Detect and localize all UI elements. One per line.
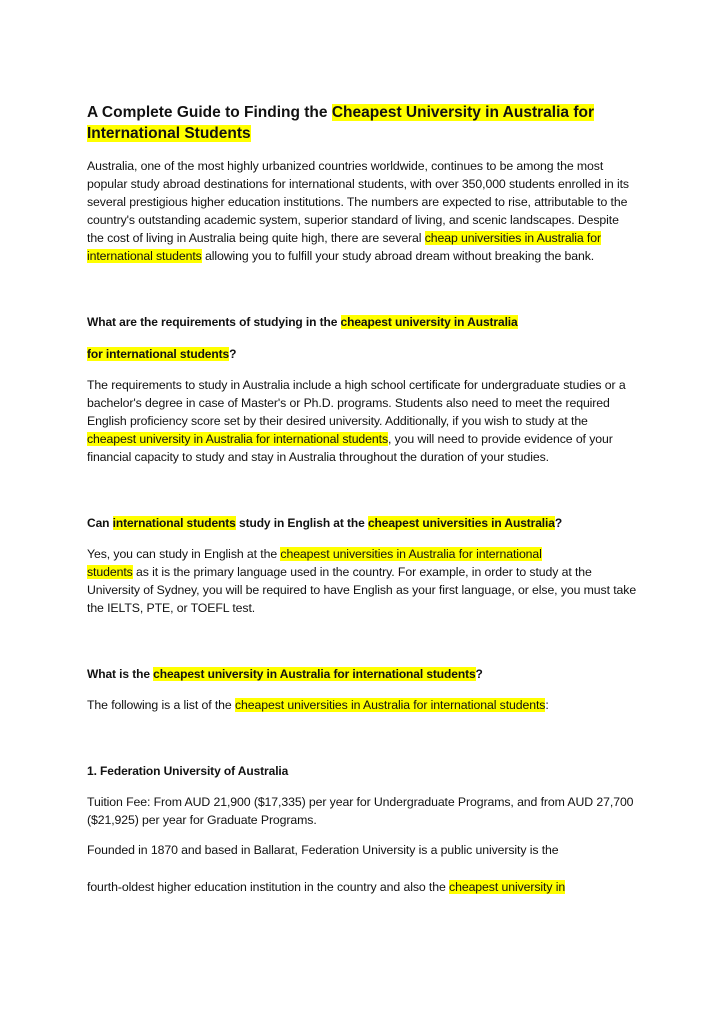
keyword-highlight: for international students: [87, 347, 230, 361]
answer-paragraph: [87, 545, 637, 617]
keyword-highlight: cheapest universities in Australia for international students: [234, 698, 546, 712]
title-highlight: Cheapest University in Australia for: [331, 104, 594, 121]
intro-text: allowing you to fulfill your study abroad dream without breaking the bank.: [201, 249, 595, 263]
question-heading-cont: [87, 345, 637, 363]
document-page: [87, 102, 637, 896]
list-item-heading: 1. Federation University of Australia: [87, 764, 289, 778]
question-heading: [87, 313, 637, 331]
title-highlight: International Students: [87, 125, 251, 142]
answer-text: :: [545, 698, 549, 712]
intro-text: Australia, one of the most highly urbanized countries worldwide, continues to be among the most popular study abroad destinations for international students, with over 350,000 students enrolled in its several prestigious higher education institutions. The numbers are expected to rise, attributable to the country's outstanding academic system, superior standard of living, and scenic landscapes. Despite the cost of living in Australia being quite high, there are several: [87, 159, 629, 245]
question-heading: [87, 665, 637, 683]
question-text: study in English at the: [235, 516, 368, 530]
question-text: What are the requirements of studying in the: [87, 315, 341, 329]
keyword-highlight: cheapest university in Australia: [340, 315, 518, 329]
question-text: ?: [475, 667, 483, 681]
title-prefix: A Complete Guide to Finding the: [87, 104, 332, 121]
body-text: fourth-oldest higher education institution in the country and also the: [87, 880, 450, 894]
page-title: [87, 102, 637, 144]
keyword-highlight: cheapest universities in Australia for international: [280, 547, 542, 561]
keyword-highlight: cheapest university in Australia for international students: [153, 667, 476, 681]
question-heading: [87, 514, 637, 532]
keyword-highlight: cheapest university in: [449, 880, 566, 894]
answer-text: as it is the primary language used in the country. For example, in order to study at the University of Sydney, you will be required to have English as your first language, or else, you must take the IELTS, PTE, or TOEFL test.: [87, 565, 637, 615]
keyword-highlight: cheapest university in Australia for international students: [87, 432, 389, 446]
keyword-highlight: cheapest universities in Australia: [367, 516, 555, 530]
keyword-highlight: students: [87, 565, 133, 579]
answer-text: Yes, you can study in English at the: [87, 547, 281, 561]
answer-paragraph: [87, 696, 637, 714]
keyword-highlight: international students: [112, 516, 236, 530]
question-text: Can: [87, 516, 113, 530]
founded-paragraph: Founded in 1870 and based in Ballarat, Federation University is a public university is the: [87, 843, 559, 857]
answer-paragraph: [87, 376, 637, 466]
question-text: ?: [229, 347, 237, 361]
answer-text: , you will need to provide evidence of your financial capacity to study and stay in Australia throughout the duration of your studies.: [87, 432, 613, 464]
keyword-highlight: cheap universities in Australia for international students: [87, 231, 601, 263]
tuition-paragraph: Tuition Fee: From AUD 21,900 ($17,335) per year for Undergraduate Programs, and from AUD 27,700 ($21,925) per year for Graduate Programs.: [87, 795, 634, 827]
question-text: ?: [554, 516, 563, 530]
oldest-paragraph: [87, 878, 637, 896]
question-text: What is the: [87, 667, 154, 681]
intro-paragraph: [87, 157, 637, 265]
answer-text: The requirements to study in Australia include a high school certificate for undergraduate studies or a bachelor's degree in case of Master's or Ph.D. programs. Students also need to meet the required English proficiency score set by their desired university. Additionally, if you wish to study at the: [87, 378, 626, 428]
answer-text: The following is a list of the: [87, 698, 235, 712]
